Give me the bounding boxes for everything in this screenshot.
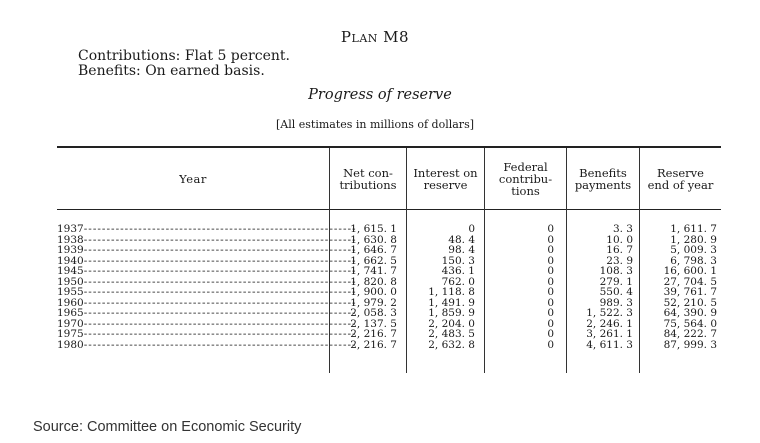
source-note: Source: Committee on Economic Security bbox=[33, 419, 302, 435]
cell-benefits-payments: 1, 522. 3 bbox=[586, 307, 633, 319]
cell-reserve-end-of-year: 84, 222. 7 bbox=[663, 328, 717, 340]
table-subtitle: Progress of reserve bbox=[308, 87, 452, 103]
leader-dots: ------------------------------------------------------------ bbox=[83, 233, 357, 246]
header-interest-on-reserve: Interest on reserve bbox=[413, 165, 478, 192]
estimate-note: [All estimates in millions of dollars] bbox=[275, 118, 475, 131]
cell-interest-on-reserve: 1, 118. 8 bbox=[428, 286, 475, 298]
year-value: 1975 bbox=[57, 328, 84, 340]
leader-dots: ------------------------------------------------------------ bbox=[83, 223, 357, 235]
cell-net-contributions: 2, 058. 3 bbox=[350, 307, 397, 319]
cell-year bbox=[57, 338, 357, 351]
cell-federal-contributions: 0 bbox=[547, 286, 554, 298]
plan-title-code: M8 bbox=[383, 28, 410, 46]
cell-reserve-end-of-year: 1, 611. 7 bbox=[670, 223, 717, 235]
cell-interest-on-reserve: 150. 3 bbox=[441, 254, 475, 267]
table-row bbox=[57, 340, 721, 351]
year-value: 1937 bbox=[57, 223, 84, 235]
cell-net-contributions: 1, 630. 8 bbox=[350, 233, 397, 246]
cell-federal-contributions: 0 bbox=[547, 254, 554, 267]
cell-benefits-payments: 989. 3 bbox=[599, 296, 633, 309]
cell-reserve-end-of-year: 52, 210. 5 bbox=[663, 296, 717, 309]
header-federal-contributions: Federal contribu- tions bbox=[498, 159, 553, 198]
cell-federal-contributions: 0 bbox=[547, 265, 554, 277]
cell-benefits-payments: 550. 4 bbox=[599, 286, 633, 298]
cell-net-contributions: 1, 979. 2 bbox=[350, 296, 397, 309]
cell-net-contributions: 1, 820. 8 bbox=[350, 275, 397, 288]
cell-benefits-payments: 2, 246. 1 bbox=[586, 317, 633, 330]
leader-dots: ------------------------------------------------------------ bbox=[83, 307, 357, 319]
cell-interest-on-reserve: 2, 483. 5 bbox=[428, 328, 475, 340]
cell-reserve-end-of-year: 5, 009. 3 bbox=[670, 244, 717, 256]
cell-interest-on-reserve: 2, 632. 8 bbox=[428, 338, 475, 351]
cell-interest-on-reserve: 762. 0 bbox=[441, 275, 475, 288]
leader-dots: ------------------------------------------------------------ bbox=[83, 338, 357, 351]
leader-dots: ------------------------------------------------------------ bbox=[83, 296, 357, 309]
cell-net-contributions: 2, 216. 7 bbox=[350, 338, 397, 351]
benefits-line: Benefits: On earned basis. bbox=[78, 63, 265, 79]
cell-reserve-end-of-year: 64, 390. 9 bbox=[663, 307, 717, 319]
contributions-line: Contributions: Flat 5 percent. bbox=[78, 48, 290, 64]
leader-dots: ------------------------------------------------------------ bbox=[83, 328, 357, 340]
cell-federal-contributions: 0 bbox=[547, 338, 554, 351]
leader-dots: ------------------------------------------------------------ bbox=[83, 275, 357, 288]
leader-dots: ------------------------------------------------------------ bbox=[83, 265, 357, 277]
year-value: 1965 bbox=[57, 307, 84, 319]
cell-benefits-payments: 3. 3 bbox=[612, 223, 633, 235]
cell-federal-contributions: 0 bbox=[547, 296, 554, 309]
cell-net-contributions: 2, 216. 7 bbox=[350, 328, 397, 340]
cell-reserve-end-of-year: 1, 280. 9 bbox=[670, 233, 717, 246]
cell-reserve-end-of-year: 75, 564. 0 bbox=[663, 317, 717, 330]
cell-benefits-payments: 279. 1 bbox=[599, 275, 633, 288]
year-value: 1939 bbox=[57, 244, 84, 256]
cell-interest-on-reserve: 436. 1 bbox=[441, 265, 475, 277]
cell-reserve-end-of-year: 16, 600. 1 bbox=[663, 265, 717, 277]
cell-federal-contributions: 0 bbox=[547, 307, 554, 319]
cell-federal-contributions: 0 bbox=[547, 275, 554, 288]
cell-interest-on-reserve: 1, 491. 9 bbox=[428, 296, 475, 309]
cell-reserve-end-of-year: 87, 999. 3 bbox=[663, 338, 717, 351]
year-value: 1945 bbox=[57, 265, 84, 277]
header-net-contributions: Net con- tributions bbox=[339, 165, 397, 192]
cell-net-contributions: 1, 741. 7 bbox=[350, 265, 397, 277]
year-value: 1960 bbox=[57, 296, 84, 309]
leader-dots: ------------------------------------------------------------ bbox=[83, 244, 357, 256]
cell-benefits-payments: 4, 611. 3 bbox=[586, 338, 633, 351]
cell-reserve-end-of-year: 6, 798. 3 bbox=[670, 254, 717, 267]
cell-net-contributions: 1, 662. 5 bbox=[350, 254, 397, 267]
header-year: Year bbox=[179, 171, 207, 186]
leader-dots: ------------------------------------------------------------ bbox=[83, 286, 357, 298]
year-value: 1955 bbox=[57, 286, 84, 298]
cell-interest-on-reserve: 2, 204. 0 bbox=[428, 317, 475, 330]
cell-federal-contributions: 0 bbox=[547, 233, 554, 246]
cell-benefits-payments: 108. 3 bbox=[599, 265, 633, 277]
year-value: 1950 bbox=[57, 275, 84, 288]
cell-federal-contributions: 0 bbox=[547, 317, 554, 330]
header-reserve-end-of-year: Reserve end of year bbox=[647, 165, 714, 192]
leader-dots: ------------------------------------------------------------ bbox=[83, 254, 357, 267]
year-value: 1940 bbox=[57, 254, 84, 267]
cell-reserve-end-of-year: 39, 761. 7 bbox=[663, 286, 717, 298]
plan-title-word: Plan bbox=[340, 28, 378, 46]
cell-net-contributions: 1, 900. 0 bbox=[350, 286, 397, 298]
cell-interest-on-reserve: 98. 4 bbox=[448, 244, 475, 256]
year-value: 1970 bbox=[57, 317, 84, 330]
cell-net-contributions: 1, 615. 1 bbox=[350, 223, 397, 235]
cell-net-contributions: 1, 646. 7 bbox=[350, 244, 397, 256]
year-value: 1938 bbox=[57, 233, 84, 246]
cell-federal-contributions: 0 bbox=[547, 223, 554, 235]
cell-net-contributions: 2, 137. 5 bbox=[350, 317, 397, 330]
year-value: 1980 bbox=[57, 338, 84, 351]
leader-dots: ------------------------------------------------------------ bbox=[83, 317, 357, 330]
cell-benefits-payments: 16. 7 bbox=[606, 244, 633, 256]
table-header-rule bbox=[57, 209, 721, 210]
cell-interest-on-reserve: 48. 4 bbox=[448, 233, 475, 246]
table-body bbox=[57, 224, 721, 350]
cell-interest-on-reserve: 0 bbox=[468, 223, 475, 235]
cell-benefits-payments: 3, 261. 1 bbox=[586, 328, 633, 340]
header-benefits-payments: Benefits payments bbox=[574, 165, 632, 192]
cell-federal-contributions: 0 bbox=[547, 328, 554, 340]
cell-interest-on-reserve: 1, 859. 9 bbox=[428, 307, 475, 319]
plan-title bbox=[0, 28, 750, 46]
cell-benefits-payments: 10. 0 bbox=[606, 233, 633, 246]
cell-reserve-end-of-year: 27, 704. 5 bbox=[663, 275, 717, 288]
cell-benefits-payments: 23. 9 bbox=[606, 254, 633, 267]
cell-federal-contributions: 0 bbox=[547, 244, 554, 256]
